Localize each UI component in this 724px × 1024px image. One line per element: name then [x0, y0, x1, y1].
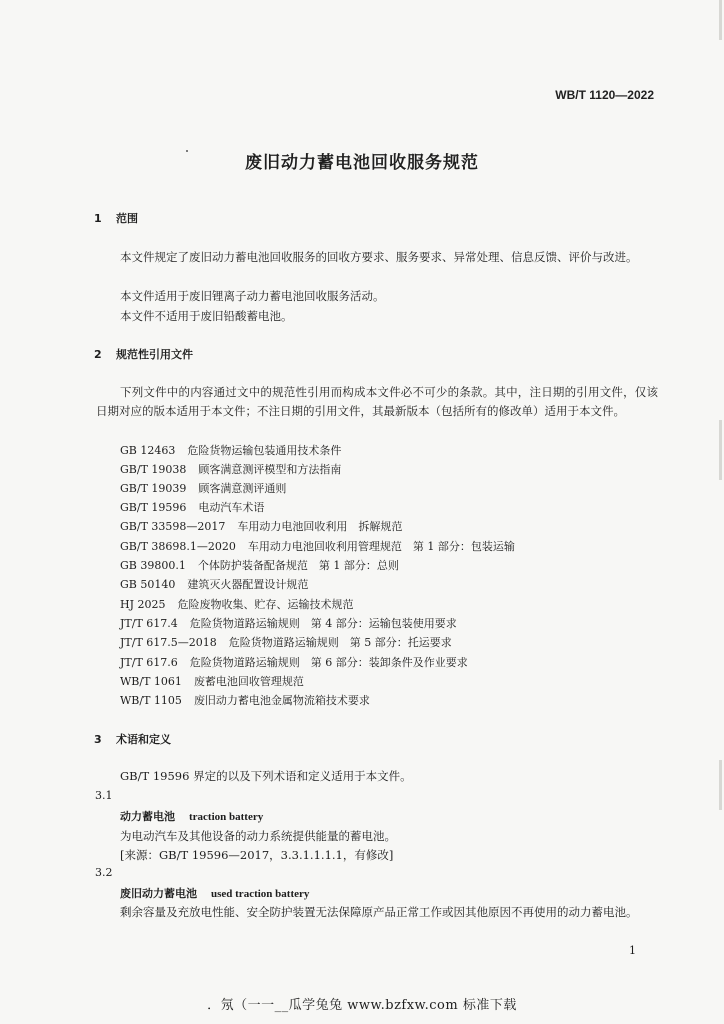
- reference-item: [120, 442, 341, 458]
- reference-title: 电动汽车术语: [198, 501, 265, 514]
- standard-code: WB/T 1120—2022: [555, 88, 654, 102]
- reference-title: 顾客满意测评通则: [198, 482, 287, 495]
- reference-item: [120, 557, 399, 573]
- scope-applicability: 本文件适用于废旧锂离子动力蓄电池回收服务活动。: [120, 289, 385, 303]
- reference-item: [120, 634, 452, 650]
- reference-item: [120, 654, 468, 670]
- term-zh: 废旧动力蓄电池: [120, 887, 197, 900]
- reference-code: JT/T 617.5—2018: [120, 636, 217, 649]
- reference-item: [120, 596, 354, 612]
- section-3-heading: [94, 731, 171, 747]
- reference-code: GB/T 33598—2017: [120, 520, 226, 533]
- reference-code: WB/T 1061: [120, 675, 182, 688]
- section-1-heading: [94, 210, 138, 226]
- page-number: 1: [629, 944, 636, 957]
- reference-item: [120, 673, 304, 689]
- section-title: 范围: [116, 212, 138, 225]
- term-title: [120, 885, 309, 901]
- reference-item: [120, 538, 515, 554]
- reference-code: GB/T 19039: [120, 482, 187, 495]
- reference-title: 危险货物道路运输规则 第 5 部分：托运要求: [228, 636, 452, 649]
- reference-item: [120, 480, 286, 496]
- term-en: traction battery: [189, 811, 264, 823]
- reference-item: [120, 461, 341, 477]
- reference-code: GB 12463: [120, 444, 176, 457]
- term-title: [120, 808, 263, 824]
- section-number: 1: [94, 212, 102, 225]
- term-number: 3.2: [95, 866, 113, 879]
- term-definition: 为电动汽车及其他设备的动力系统提供能量的蓄电池。: [120, 829, 396, 843]
- term-en: used traction battery: [211, 888, 310, 900]
- section-title: 术语和定义: [116, 733, 171, 746]
- reference-title: 危险货物道路运输规则 第 6 部分：装卸条件及作业要求: [189, 656, 468, 669]
- section-number: 3: [94, 733, 102, 746]
- reference-item: [120, 615, 457, 631]
- reference-title: 危险废物收集、贮存、运输技术规范: [177, 598, 354, 611]
- terms-intro: GB/T 19596 界定的以及下列术语和定义适用于本文件。: [120, 769, 412, 783]
- reference-code: WB/T 1105: [120, 694, 182, 707]
- section-title: 规范性引用文件: [116, 348, 193, 361]
- reference-title: 车用动力电池回收利用 拆解规范: [237, 520, 403, 533]
- reference-code: GB/T 19038: [120, 463, 187, 476]
- reference-title: 建筑灭火器配置设计规范: [187, 578, 309, 591]
- scan-edge-mark: [719, 760, 722, 810]
- reference-title: 个体防护装备配备规范 第 1 部分：总则: [197, 559, 399, 572]
- scan-edge-mark: [719, 420, 722, 480]
- scope-paragraph: 本文件规定了废旧动力蓄电池回收服务的回收方要求、服务要求、异常处理、信息反馈、评价与改进。: [120, 250, 638, 264]
- section-number: 2: [94, 348, 102, 361]
- term-source: [来源：GB/T 19596—2017，3.3.1.1.1.1，有修改]: [120, 848, 394, 862]
- reference-code: JT/T 617.6: [120, 656, 178, 669]
- reference-code: GB 50140: [120, 578, 176, 591]
- reference-title: 车用动力电池回收利用管理规范 第 1 部分：包装运输: [247, 540, 515, 553]
- reference-item: [120, 499, 264, 515]
- reference-code: HJ 2025: [120, 598, 166, 611]
- section-2-heading: [94, 346, 193, 362]
- watermark-footer: ．氖（一一__瓜学兔兔 www.bzfxw.com 标准下载: [207, 998, 517, 1013]
- reference-code: GB/T 38698.1—2020: [120, 540, 236, 553]
- scope-exclusion: 本文件不适用于废旧铅酸蓄电池。: [120, 309, 293, 323]
- reference-code: GB 39800.1: [120, 559, 186, 572]
- reference-item: [120, 576, 308, 592]
- term-number: 3.1: [95, 789, 113, 802]
- reference-code: JT/T 617.4: [120, 617, 178, 630]
- reference-item: [120, 692, 370, 708]
- reference-code: GB/T 19596: [120, 501, 187, 514]
- term-zh: 动力蓄电池: [120, 810, 175, 823]
- reference-title: 危险货物道路运输规则 第 4 部分：运输包装使用要求: [189, 617, 457, 630]
- reference-title: 废蓄电池回收管理规范: [193, 675, 304, 688]
- term-definition: 剩余容量及充放电性能、安全防护装置无法保障原产品正常工作或因其他原因不再使用的动力蓄电池。: [120, 905, 638, 919]
- references-intro: 下列文件中的内容通过文中的规范性引用而构成本文件必不可少的条款。其中，注日期的引用文件，仅该日期对应的版本适用于本文件；不注日期的引用文件，其最新版本（包括所有的修改单）适用于本文件。: [96, 385, 658, 418]
- reference-item: [120, 518, 402, 534]
- document-title: 废旧动力蓄电池回收服务规范: [245, 153, 479, 173]
- reference-title: 废旧动力蓄电池金属物流箱技术要求: [193, 694, 370, 707]
- scan-edge-mark: [719, 0, 722, 40]
- reference-title: 危险货物运输包装通用技术条件: [187, 444, 342, 457]
- reference-title: 顾客满意测评模型和方法指南: [198, 463, 342, 476]
